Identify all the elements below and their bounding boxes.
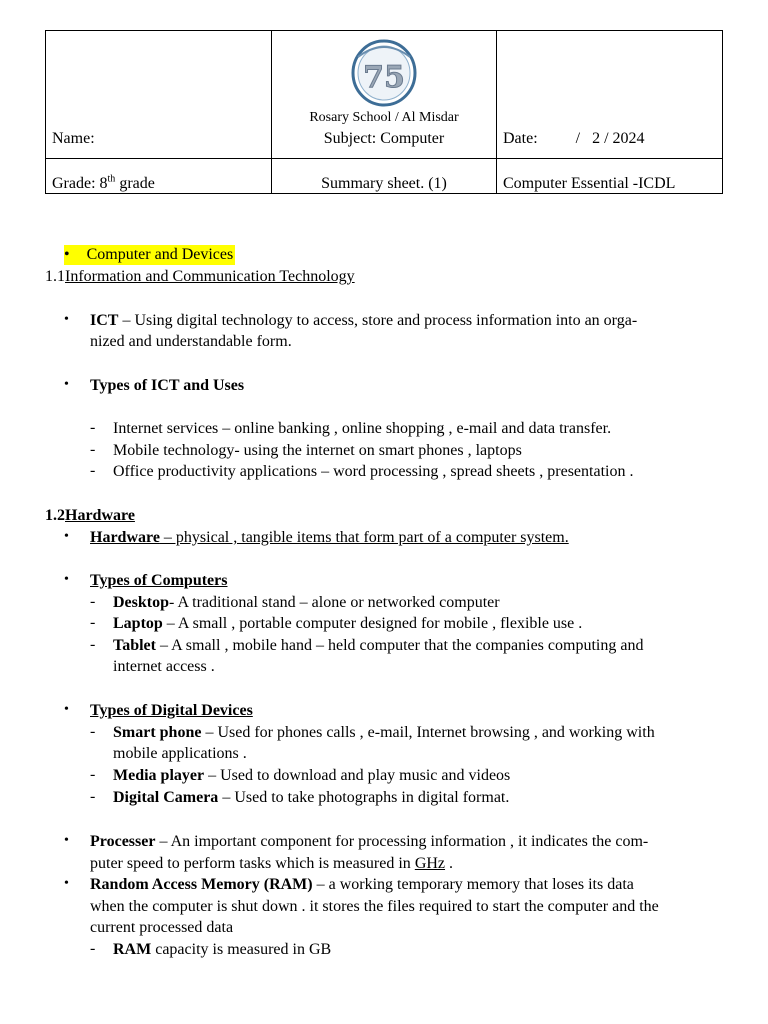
grade-superscript: th bbox=[107, 173, 116, 185]
ram-def-text: – a working temporary memory that loses its data bbox=[312, 876, 634, 893]
laptop-def-text: – A small , portable computer designed for mobile , flexible use . bbox=[162, 615, 583, 632]
device-smartphone-line2: mobile applications . bbox=[113, 745, 247, 762]
device-media-player bbox=[113, 766, 510, 786]
processor-def-text2: puter speed to perform tasks which is measured in bbox=[90, 855, 415, 872]
section-number: 1.1 bbox=[45, 268, 65, 285]
date-cell bbox=[497, 31, 723, 159]
sheet-title: Summary sheet. (1) bbox=[321, 175, 447, 192]
bullet-icon: • bbox=[64, 833, 69, 848]
section-heading-highlight bbox=[64, 245, 235, 265]
computer-tablet-line1 bbox=[113, 636, 643, 656]
school-logo-icon bbox=[350, 35, 418, 107]
bullet-icon: • bbox=[64, 572, 69, 587]
smartphone-def-text: – Used for phones calls , e-mail, Internet browsing , and working with bbox=[201, 724, 655, 741]
grade-label: Grade: 8 bbox=[52, 175, 108, 192]
dash-icon: - bbox=[90, 940, 96, 957]
processor-def-text: – An important component for processing information , it indicates the com- bbox=[155, 833, 649, 850]
processor-def-end: . bbox=[445, 855, 454, 872]
processor-line2 bbox=[90, 854, 453, 874]
term-ram-capacity: RAM bbox=[113, 941, 152, 958]
types-computers-title: Types of Computers bbox=[90, 572, 228, 589]
term-processor: Processer bbox=[90, 833, 156, 850]
header-table bbox=[45, 30, 723, 194]
ram-line2: when the computer is shut down . it stores the files required to start the computer and the bbox=[90, 898, 659, 915]
dash-icon: - bbox=[90, 766, 96, 783]
date-label: Date: bbox=[503, 130, 538, 147]
name-cell bbox=[46, 31, 272, 159]
course-name: Computer Essential -ICDL bbox=[503, 175, 676, 192]
section-number: 1.2 bbox=[45, 507, 65, 524]
ram-capacity-text: capacity is measured in GB bbox=[151, 941, 332, 958]
term-desktop: Desktop bbox=[113, 594, 170, 611]
school-name: Rosary School / Al Misdar bbox=[309, 110, 459, 125]
types-ict-title: Types of ICT and Uses bbox=[90, 377, 245, 394]
ict-definition-line1 bbox=[90, 311, 637, 331]
ict-def-text: – Using digital technology to access, store and process information into an orga- bbox=[118, 312, 638, 329]
bullet-icon: • bbox=[64, 529, 69, 544]
section-title-computer-devices: Computer and Devices bbox=[86, 246, 234, 263]
dash-icon: - bbox=[90, 441, 96, 458]
logo-number: 75 bbox=[363, 60, 405, 95]
grade-cell bbox=[46, 159, 272, 194]
dash-icon: - bbox=[90, 593, 96, 610]
computer-laptop bbox=[113, 614, 582, 634]
camera-def-text: – Used to take photographs in digital format. bbox=[218, 789, 510, 806]
term-media-player: Media player bbox=[113, 767, 205, 784]
section-title-hardware: Hardware bbox=[65, 507, 135, 524]
heading-1-1 bbox=[45, 267, 355, 287]
term-tablet: Tablet bbox=[113, 637, 156, 654]
bullet-icon: • bbox=[64, 702, 69, 717]
ict-definition-line2: nized and understandable form. bbox=[90, 333, 292, 350]
ram-line3: current processed data bbox=[90, 919, 234, 936]
ict-type-item: Office productivity applications – word processing , spread sheets , presentation . bbox=[113, 463, 634, 480]
term-ram: Random Access Memory (RAM) bbox=[90, 876, 313, 893]
desktop-def-text: - A traditional stand – alone or networked computer bbox=[169, 594, 500, 611]
ict-type-item: Mobile technology- using the internet on smart phones , laptops bbox=[113, 442, 522, 459]
tablet-def-text: – A small , mobile hand – held computer that the companies computing and bbox=[155, 637, 644, 654]
dash-icon: - bbox=[90, 462, 96, 479]
subject-cell bbox=[272, 31, 497, 159]
term-hardware: Hardware bbox=[90, 529, 160, 546]
media-def-text: – Used to download and play music and videos bbox=[204, 767, 511, 784]
sheet-cell bbox=[272, 159, 497, 194]
dash-icon: - bbox=[90, 723, 96, 740]
ram-capacity bbox=[113, 940, 331, 960]
course-cell bbox=[497, 159, 723, 194]
types-devices-title: Types of Digital Devices bbox=[90, 702, 253, 719]
term-smartphone: Smart phone bbox=[113, 724, 202, 741]
dash-icon: - bbox=[90, 636, 96, 653]
bullet-icon: • bbox=[64, 312, 69, 327]
bullet-icon: • bbox=[64, 246, 70, 263]
device-smartphone-line1 bbox=[113, 723, 655, 743]
processor-line1 bbox=[90, 832, 648, 852]
unit-ghz: GHz bbox=[414, 855, 446, 872]
ram-line1 bbox=[90, 875, 634, 895]
heading-1-2 bbox=[45, 506, 135, 526]
term-laptop: Laptop bbox=[113, 615, 163, 632]
grade-suffix: grade bbox=[115, 175, 155, 192]
subject-label: Subject: Computer bbox=[323, 130, 445, 147]
hardware-def-text: – physical , tangible items that form part of a computer system. bbox=[159, 529, 569, 546]
term-digital-camera: Digital Camera bbox=[113, 789, 219, 806]
term-ict: ICT bbox=[90, 312, 119, 329]
computer-desktop bbox=[113, 593, 500, 613]
computer-tablet-line2: internet access . bbox=[113, 658, 215, 675]
dash-icon: - bbox=[90, 614, 96, 631]
device-digital-camera bbox=[113, 788, 509, 808]
bullet-icon: • bbox=[64, 377, 69, 392]
bullet-icon: • bbox=[64, 876, 69, 891]
name-label: Name: bbox=[52, 130, 95, 147]
dash-icon: - bbox=[90, 788, 96, 805]
section-title-ict: Information and Communication Technology bbox=[65, 268, 355, 285]
date-value: / 2 / 2024 bbox=[575, 130, 645, 147]
ict-type-item: Internet services – online banking , online shopping , e-mail and data transfer. bbox=[113, 420, 612, 437]
hardware-definition bbox=[90, 528, 569, 548]
dash-icon: - bbox=[90, 419, 96, 436]
